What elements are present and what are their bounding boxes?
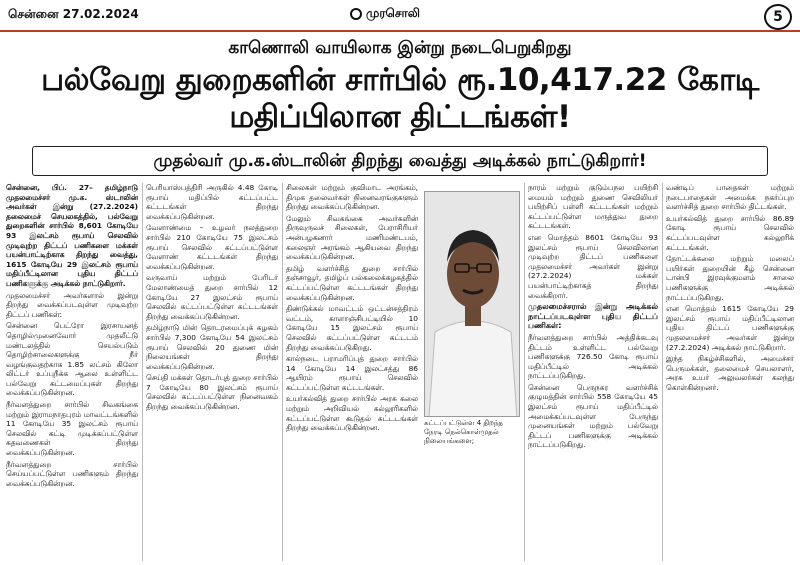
article-paragraph: வேளாண்மை – உழவர் நலத்துறை சார்பில் 210 கோடியே 75 இலட்சம் ரூபாய் செலவில் கட்டப்பட்டுள்ள வேளாண் கட்டடங்கள் திறந்து வைக்கப்படுகின்றன. (146, 223, 278, 271)
article-paragraph: என மொத்தம் 8601 கோடியே 93 இலட்சம் ரூபாய் செலவிலான முடிவுற்ற திட்டப் பணிகளை முதலமைச்சர் அவர்கள் இன்று (27.2.2024) மக்கள் பயன்பாட்டிற்காகத் திறந்து வைக்கிறார். (528, 232, 658, 300)
article-paragraph: தோட்டக்கலை மற்றும் மலைப் பயிர்கள் துறையின் கீழ் சென்னை டான்பி இரவுக்குமளம் சாலை பணிகளுக்கு அடிக்கல் நாட்டப்படுகிறது. (666, 254, 794, 302)
article-column-2 (146, 183, 278, 563)
column-rule (662, 183, 663, 561)
article-paragraph: சென்னை, பிப். 27– தமிழ்நாடு முதலமைச்சர் மு.க. ஸ்டாலின் அவர்கள் இன்று (27.2.2024) தலைமைச் செயலகத்தில், பல்வேறு துறைகளின் சார்பில் 8,601 கோடியே 93 இலட்சம் ரூபாய் செலவில் முடிவுற்ற திட்டப் பணிகளை மக்கள் பயன்பாட்டிற்காக திறந்து வைத்து, 1615 கோடியே 29 இலட்சம் ரூபாய் மதிப்பீட்டிலான புதிய திட்டப் பணிகளுக்கு அடிக்கல் நாட்டுகிறார். (6, 183, 138, 288)
article-body (6, 183, 794, 565)
article-paragraph: உயர்கல்வித் துறை சார்பில் 86.89 கோடி ரூபாய் செலவில் கட்டப்படவுள்ள கல்லூரிக் கட்டடங்கள். (666, 213, 794, 252)
article-paragraph: செய்தி மக்கள் தொடர்புத் துறை சார்பில் 7 கோடியே 80 இலட்சம் ரூபாய் செலவில் கட்டப்பட்டுள்ள நினைவகம் திறந்து வைக்கப்படுகின்றன. (146, 373, 278, 412)
article-paragraph: பெரியாஸ்பத்திரி அருகில் 4.48 கோடி ரூபாய் மதிப்பில் கட்டப்பட்ட கட்டடங்கள் திறந்து வைக்கப்படுகின்றன. (146, 183, 278, 221)
article-paragraph: நாரம் மற்றும் குடும்பநல பயிற்சி மையம் மற்றும் துணை செவிலியர் பயிற்சிப் பள்ளி கட்டடங்கள் மற்றும் கட்டப்பட்டுள்ள மருத்துவ துறை கட்டடங்கள். (528, 183, 658, 231)
page-number: 5 (764, 4, 792, 30)
logo-icon (350, 8, 362, 20)
article-paragraph: சிலைகள் மற்றும் குவிமாட அரங்கம், திமுக தலைவர்கள் நினைவரங்குகளும் திறந்து வைக்கப்படுகின்றன. (286, 183, 418, 212)
article-paragraph: வண்டிப் பாதைகள் மற்றும் நடைபாதைகள் அமைக்க நகர்ப்புற வளர்ச்சித் துறை சார்பில் திட்டங்கள். (666, 183, 794, 212)
portrait-illustration (425, 192, 520, 417)
article-column-4 (528, 183, 658, 563)
masthead (0, 0, 800, 32)
logo-text: முரசொலி (366, 6, 420, 20)
article-paragraph: இந்த நிகழ்ச்சிகளில், அமைச்சர் பெருமக்கள், தலைமைச் செயலாளர், அரசு உயர் அலுவலர்கள் கலந்து கொள்கின்றனர். (666, 354, 794, 392)
article-paragraph: நீர்வளத்துறை சார்பில் சிவகங்கை மற்றும் இராமநாதபுரம் மாவட்டங்களில் 11 கோடியே 35 இலட்சம் ரூபாய் செலவில் கட்டி முடிக்கப்பட்டுள்ள கதவணைகள் திறந்து வைக்கப்படுகின்றன. (6, 400, 138, 458)
article-paragraph: நீர்வளத்துறை சார்பில் செய்யப்பட்டுள்ள பணிகளும் திறந்து வைக்கப்படுகின்றன. (6, 459, 138, 488)
article-paragraph: மேலும் சிவகங்கை அவர்களின் திருவுருவச் சிலைகள், பேராசிரியர் அன்பழகனார் மணிமண்டபம், கலைஞர் அரங்கம் ஆகியவை திறந்து வைக்கப்படுகின்றன. (286, 213, 418, 262)
article-paragraph: தமிழ்நாடு மின் தொடரமைப்புக் கழகம் சார்பில் 7,300 கோடியே 54 இலட்சம் ரூபாய் செலவில் 20 துணை மின் நிலையங்கள் திறந்து வைக்கப்படுகின்றன. (146, 323, 278, 371)
article-paragraph: உயர்கல்வித் துறை சார்பில் அரசு கலை மற்றும் அறிவியல் கல்லூரிகளில் கட்டப்பட்டுள்ள கூடுதல் கட்டடங்கள் திறந்து வைக்கப்படுகின்றன. (286, 394, 418, 433)
article-paragraph: சென்னை பெட்ரோ இரசாயனத் தொழில்முனைவோர் முதலீட்டு மண்டலத்தில் செயல்படும் தொழிற்சாலைகளுக்கு நீர் வழங்குவதற்காக 1.85 லட்சம் கிலோ லிட்டர் உப்புநீக்க ஆலை உள்ளிட்ட பல்வேறு கட்டமைப்புகள் திறந்து வைக்கப்படுகின்றன. (6, 321, 138, 398)
column-rule (282, 183, 283, 561)
kicker: காணொலி வாயிலாக இன்று நடைபெறுகிறது (228, 38, 572, 58)
article-column-3 (286, 183, 418, 563)
article-paragraph: வருவாய் மற்றும் பேரிடர் மேலாண்மைத் துறை சார்பில் 12 கோடியே 27 இலட்சம் ரூபாய் செலவில் கட்டப்பட்டுள்ள கட்டடங்கள் திறந்து வைக்கப்படுகின்றன. (146, 273, 278, 321)
photo-caption: கட்டப்பட்டுள்ள 4 திறந்த நேரடி நெல்கொள்முதல் நிலையங்களை; (424, 419, 503, 446)
column-rule (142, 183, 143, 561)
city-date: சென்னை 27.02.2024 (8, 7, 139, 21)
article-paragraph: நீர்வளத்துறை சார்பில் அத்திக்கடவு திட்டம் உள்ளிட்ட பல்வேறு பணிகளுக்கு 726.50 கோடி ரூபாய் மதிப்பீட்டில் அடிக்கல் நாட்டப்படுகிறது. (528, 332, 658, 381)
article-paragraph: கால்நடை பராமரிப்புத் துறை சார்பில் 14 கோடியே 14 இலட்சத்து 86 ஆயிரம் ரூபாய் செலவில் கட்டப்பட்டுள்ள கட்டடங்கள். (286, 354, 418, 392)
masthead-logo (350, 6, 420, 22)
article-paragraph: திண்டுக்கல் மாவட்டம் ஒட்டன்சத்திரம் வட்டம், காளாஞ்சிபட்டியில் 10 கோடியே 15 இலட்சம் ரூபாய் செலவில் கட்டப்பட்டுள்ள கட்டடம் திறந்து வைக்கப்படுகிறது. (286, 304, 418, 352)
article-paragraph: முதலமைச்சர் அவர்களால் இன்று திறந்து வைக்கப்படவுள்ள முடிவுற்ற திட்டப் பணிகள்: (6, 290, 138, 319)
article-column-1 (6, 183, 138, 563)
headline: பல்வேறு துறைகளின் சார்பில் ரூ.10,417.22 கோடி மதிப்பிலான திட்டங்கள்! (41, 62, 759, 135)
article-paragraph: சென்னை பெருநகர வளர்ச்சிக் குழுமத்தின் சார்பில் 558 கோடியே 45 இலட்சம் ரூபாய் மதிப்பீட்டில் அமைக்கப்படவுள்ள பேருந்து முனையங்கள் மற்றும் பல்வேறு திட்டப் பணிகளுக்கு அடிக்கல் நாட்டப்படுகிறது. (528, 382, 658, 450)
chief-minister-photo (424, 191, 520, 417)
article-paragraph: தமிழ் வளர்ச்சித் துறை சார்பில் தஞ்சாவூர், தமிழ்ப் பல்கலைக்கழகத்தில் கட்டப்பட்டுள்ள கட்டடங்கள் திறந்து வைக்கப்படுகின்றன. (286, 263, 418, 302)
subheadline: முதல்வர் மு.க.ஸ்டாலின் திறந்து வைத்து அடிக்கல் நாட்டுகிறார்! (32, 146, 768, 176)
article-column-5 (666, 183, 794, 563)
section-subheading: முதலமைச்சரால் இன்று அடிக்கல் நாட்டப்படவுள்ள புதிய திட்டப் பணிகள்: (528, 302, 658, 331)
column-rule (524, 183, 525, 561)
article-paragraph: என மொத்தம் 1615 கோடியே 29 இலட்சம் ரூபாய் மதிப்பீட்டிலான புதிய திட்டப் பணிகளுக்கு முதலமைச்சர் அவர்கள் இன்று (27.2.2024) அடிக்கல் நாட்டுகிறார். (666, 304, 794, 352)
